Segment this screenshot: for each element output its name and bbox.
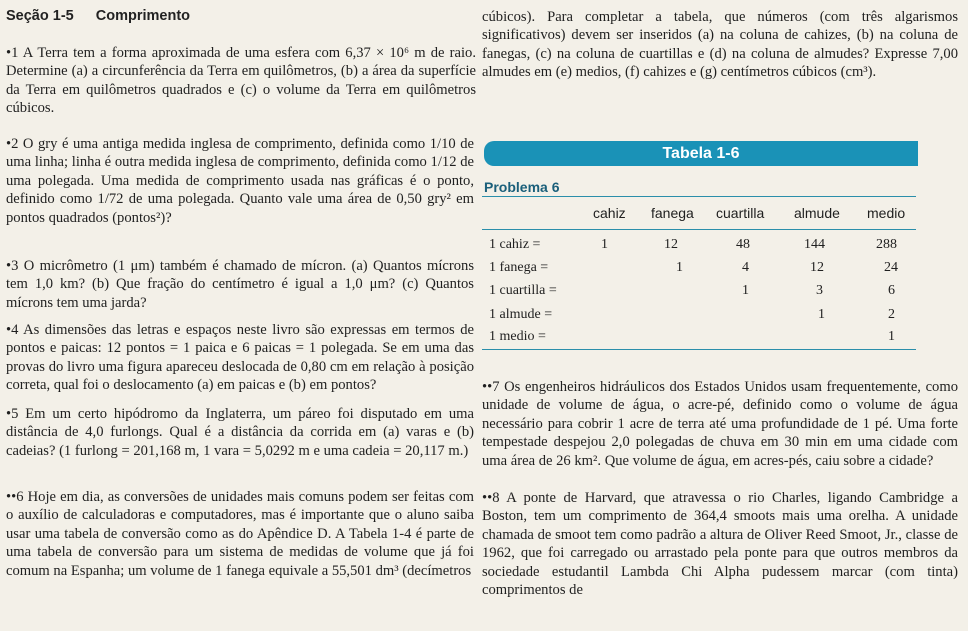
problem-2: •2 O gry é uma antiga medida inglesa de comprimento, definida como 1/10 de uma linha; linha é outra medida inglesa de comprimento, definida como 1/12 de uma polegada. Uma medida de comprimento usada nas gráficas é o ponto, definido como 1/72 de uma polegada. Quanto vale uma área de 0,50 gry² em pontos quadrados (pontos²)?: [6, 136, 474, 226]
col-header-medio: medio: [867, 205, 906, 221]
col-header-fanega: fanega: [651, 205, 694, 221]
cell: 6: [888, 283, 895, 298]
cell: 1: [818, 307, 825, 322]
problem-4: •4 As dimensões das letras e espaços neste livro são expressas em termos de pontos e paicas: 12 pontos = 1 paica e 6 paicas = 1 polegada. Se em uma das provas do livro uma figura apareceu deslocada de 0,80 cm em relação à posição correta, qual foi o deslocamento (a) em paicas e (b) em pontos?: [6, 322, 474, 394]
problem-8: ••8 A ponte de Harvard, que atravessa o rio Charles, ligando Cambridge a Boston, tem um comprimento de 364,4 smoots mais uma orelha. A unidade chamada de smoot tem como padrão a altura de Oliver Reed Smoot, Jr., classe de 1962, que foi carregado ou arrastado pela ponte para que outros membros da sociedade estudantil Lambda Chi Alpha pudessem marcar (com tinta) comprimentos de: [482, 490, 958, 599]
cell: 144: [804, 237, 825, 252]
table-problem-label: Problema 6: [484, 179, 560, 195]
problem-7: ••7 Os engenheiros hidráulicos dos Estados Unidos usam frequentemente, como unidade de volume de água, o acre-pé, definido como o volume de água necessário para cobrir 1 acre de terra até uma profundidade de 1 pé. Uma forte tempestade despejou 2,0 polegadas de chuva em 30 min em uma cidade com uma área de 26 km². Que volume de água, em acres-pés, caiu sobre a cidade?: [482, 379, 958, 469]
cell: 24: [884, 260, 898, 275]
table-top-rule: [482, 196, 916, 197]
cell: 4: [742, 260, 749, 275]
row-label: 1 almude =: [489, 307, 553, 322]
row-label: 1 medio =: [489, 329, 546, 344]
problem-3: •3 O micrômetro (1 μm) também é chamado de mícron. (a) Quantos mícrons tem 1,0 km? (b) Que fração do centímetro é igual a 1,0 μm? (c) Quantos mícrons tem uma jarda?: [6, 258, 474, 311]
cell: 1: [676, 260, 683, 275]
section-title: Comprimento: [95, 8, 190, 24]
col-header-almude: almude: [794, 205, 840, 221]
problem-1: •1 A Terra tem a forma aproximada de uma esfera com 6,37 × 10⁶ m de raio. Determine (a) a circunferência da Terra em quilômetros, (b) a área da superfície da Terra em quilômetros quadrados e (c) o volume da Terra em quilômetros cúbicos.: [6, 45, 476, 117]
cell: 1: [601, 237, 608, 252]
col-header-cuartilla: cuartilla: [716, 205, 765, 221]
table-bottom-rule: [482, 349, 916, 350]
cell: 12: [664, 237, 678, 252]
problem-6: ••6 Hoje em dia, as conversões de unidades mais comuns podem ser feitas com o auxílio de calculadoras e computadores, mas é importante que o aluno saiba usar uma tabela de conversão como as do Apêndice D. A Tabela 1-4 é parte de uma tabela de conversão para um sistema de medidas de volume que já foi comum na Espanha; um volume de 1 fanega equivale a 55,501 dm³ (decímetros: [6, 489, 474, 579]
cell: 1: [742, 283, 749, 298]
cell: 48: [736, 237, 750, 252]
section-number: Seção 1-5: [6, 8, 74, 24]
row-label: 1 cuartilla =: [489, 283, 557, 298]
table-header-rule: [482, 229, 916, 230]
problem-5: •5 Em um certo hipódromo da Inglaterra, um páreo foi disputado em uma distância de 4,0 furlongs. Qual é a distância da corrida em (a) varas e (b) cadeias? (1 furlong = 201,168 m, 1 vara = 5,0292 m e uma cadeia = 20,117 m.): [6, 406, 474, 459]
table-title: Tabela 1-6: [662, 145, 740, 162]
cell: 12: [810, 260, 824, 275]
section-heading: [6, 8, 190, 24]
problem-6-continued: cúbicos). Para completar a tabela, que números (com três algarismos significativos) devem ser inseridos (a) na coluna de cahizes, (b) na coluna de fanegas, (c) na coluna de cuartillas e (d) na coluna de almudes? Expresse 7,00 almudes em (e) medios, (f) cahizes e (g) centímetros cúbicos (cm³).: [482, 9, 958, 81]
table-banner: [484, 141, 918, 166]
row-label: 1 fanega =: [489, 260, 549, 275]
row-label: 1 cahiz =: [489, 237, 541, 252]
cell: 3: [816, 283, 823, 298]
cell: 288: [876, 237, 897, 252]
cell: 1: [888, 329, 895, 344]
col-header-cahiz: cahiz: [593, 205, 626, 221]
cell: 2: [888, 307, 895, 322]
